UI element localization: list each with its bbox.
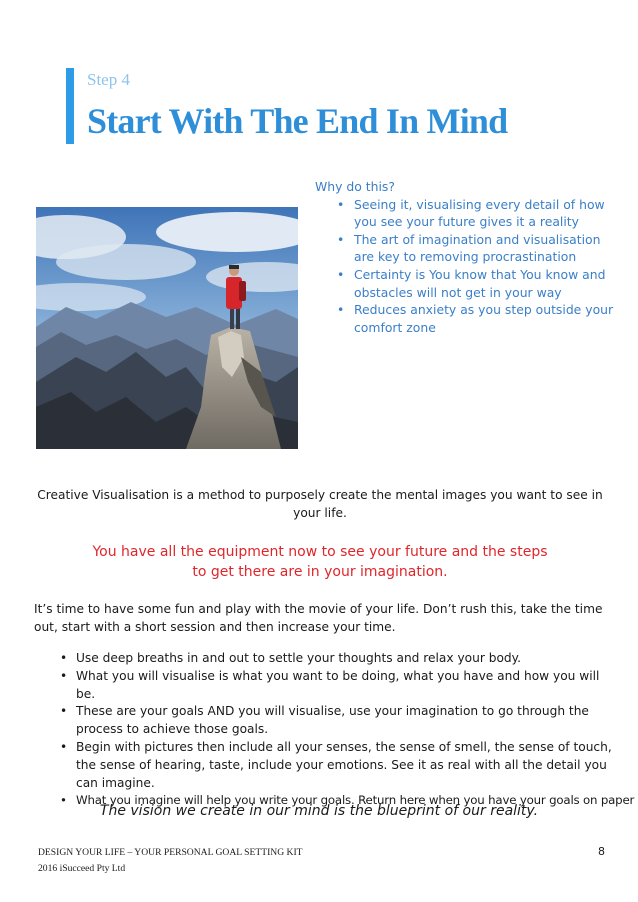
intro-paragraph: Creative Visualisation is a method to purposely create the mental images you want to see in your life. (37, 488, 603, 520)
page-title: Start With The End In Mind (87, 101, 508, 141)
body-paragraph: It’s time to have some fun and play with the movie of your life. Don’t rush this, take the time out, start with a short session and then increase your time. (34, 602, 603, 634)
mountain-summit-photo (36, 207, 298, 449)
why-title: Why do this? (315, 179, 395, 194)
why-box (315, 178, 615, 336)
why-list-item: • Seeing it, visualising every detail of how you see your future gives it a reality (337, 196, 615, 231)
steps-list (60, 650, 635, 810)
step-label: Step 4 (87, 70, 130, 89)
why-list-item: • Reduces anxiety as you step outside your comfort zone (337, 301, 615, 336)
footer (38, 845, 303, 877)
closing-quote: The vision we create in our mind is the blueprint of our reality. (99, 803, 539, 819)
steps-list-item: • Use deep breaths in and out to settle your thoughts and relax your body. (60, 650, 620, 668)
callout (60, 542, 580, 582)
footer-title: DESIGN YOUR LIFE – YOUR PERSONAL GOAL SETTING KIT (38, 847, 303, 858)
steps-list-item: • Begin with pictures then include all your senses, the sense of smell, the sense of touch, the sense of hearing, taste, include your emotions. See it as real with all the detail you can imagine. (60, 739, 620, 792)
steps-list-item: • What you will visualise is what you want to be doing, what you have and how you will be. (60, 668, 620, 704)
page-number: 8 (598, 845, 605, 858)
callout-line-1: You have all the equipment now to see your future and the steps (92, 544, 548, 560)
callout-line-2: to get there are in your imagination. (192, 564, 448, 580)
steps-list-item: • These are your goals AND you will visualise, use your imagination to go through the process to achieve those goals. (60, 703, 620, 739)
why-list-item: • Certainty is You know that You know and obstacles will not get in your way (337, 266, 615, 301)
why-list-item: • The art of imagination and visualisation are key to removing procrastination (337, 231, 615, 266)
why-list (337, 196, 615, 337)
title-accent-bar (66, 68, 74, 144)
footer-copyright: 2016 iSucceed Pty Ltd (38, 863, 126, 874)
mountain-summit-illustration (36, 207, 298, 449)
steps-list-item: • What you imagine will help you write your goals. Return here when you have your goals on paper (60, 792, 620, 810)
